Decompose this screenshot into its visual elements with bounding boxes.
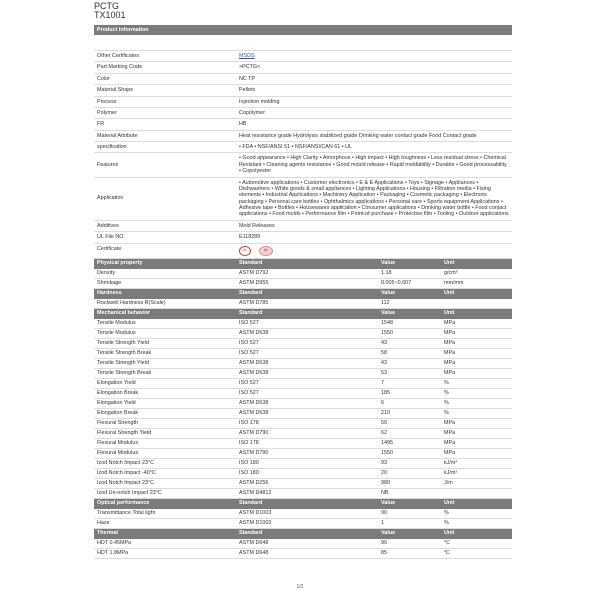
info-value	[236, 244, 512, 258]
info-row	[94, 74, 512, 85]
property-standard: ASTM D648	[239, 539, 269, 546]
property-unit: g/cm³	[444, 269, 458, 276]
property-value: 90	[381, 509, 387, 516]
property-name: Tensile Modulus	[97, 319, 136, 326]
property-value: 43	[381, 359, 387, 366]
property-name: Tensile Strength Break	[97, 349, 152, 356]
info-value: Pellets	[239, 87, 256, 94]
property-value: 62	[381, 429, 387, 436]
column-header-standard: Standard	[239, 500, 263, 507]
property-value: 53	[381, 369, 387, 376]
info-row	[94, 221, 512, 232]
property-standard: ASTM D790	[239, 449, 269, 456]
property-value: 1548	[381, 319, 393, 326]
info-value: • Automotive applications • Customer electronics • E & E Applications • Toys • Signage • Appliances • Dishwashers • White goods & small appliances • Lighting Applications • Housing • Filtration media • Fixing elements • Industrial Applications • Machinery Application • Packaging • Cosmetic packaging • Electronic packaging • Personal care bottles • Ophthalmics applications • Personal care • Sports equipment Applications • Adhesive tape • Bottles • Housewares application • Consumer applications • Drinking water bottle • Food contact applications • Food molds • Performance film • Point-of-purchase • Protective film • Tooling • Outdoor applications	[239, 179, 509, 218]
property-unit: %	[444, 509, 449, 516]
info-value: HB	[239, 121, 247, 128]
property-name: Shrinkage	[97, 279, 122, 286]
property-standard: ISO 527	[239, 339, 259, 346]
property-unit: °C	[444, 539, 451, 546]
info-row	[94, 178, 512, 221]
property-name: Izod Notch Impact 23°C	[97, 479, 154, 486]
property-standard: ASTM D648	[239, 549, 269, 556]
section-title: Product information	[97, 26, 149, 33]
column-header-value: Value	[381, 260, 396, 267]
info-key: Application	[97, 195, 124, 202]
property-value: 1550	[381, 449, 393, 456]
ul-certified-icon: UL	[259, 246, 273, 256]
property-unit: mm/mm	[444, 279, 464, 286]
info-key: Process	[97, 98, 117, 105]
property-value: 43	[381, 339, 387, 346]
property-name: Tensile Strength Yield	[97, 359, 149, 366]
property-standard: ASTM D256	[239, 479, 269, 486]
property-name: Haze	[97, 519, 110, 526]
property-value: 1.18	[381, 269, 392, 276]
info-row	[94, 62, 512, 73]
column-header-unit: Unit	[444, 290, 455, 297]
property-value: 1	[381, 519, 384, 526]
property-standard: ASTM D1003	[239, 509, 272, 516]
property-unit: %	[444, 399, 449, 406]
blank-row	[94, 35, 512, 51]
property-name: Izod Notch Impact 23°C	[97, 459, 154, 466]
property-name: Rockwell Hardness R(Scale)	[97, 299, 166, 306]
property-name: Tensile Strength Break	[97, 369, 152, 376]
info-row	[94, 131, 512, 142]
info-key: Other Certificates	[97, 53, 139, 59]
info-value: Mold Releases	[239, 222, 275, 229]
section-header-product-information	[94, 25, 512, 35]
info-value[interactable]: MSDS	[239, 53, 255, 59]
property-value: 7	[381, 379, 384, 386]
property-standard: ISO 527	[239, 349, 259, 356]
property-name: Izod Notch Impact -40°C	[97, 469, 156, 476]
document-header	[94, 2, 126, 20]
property-unit: MPa	[444, 329, 456, 336]
property-standard: ASTM D790	[239, 429, 269, 436]
property-name: Density	[97, 269, 115, 276]
product-info-table	[94, 51, 512, 259]
section-title: Physical property	[97, 260, 143, 267]
info-key: Color	[97, 75, 110, 82]
property-value: 210	[381, 409, 390, 416]
property-name: Elongation Yield	[97, 379, 136, 386]
property-unit: %	[444, 519, 449, 526]
section-title: Thermal	[97, 530, 118, 537]
property-unit: %	[444, 379, 449, 386]
info-value: Copolymer	[239, 109, 266, 116]
property-name: HDT 1.8MPa	[97, 549, 129, 556]
property-unit: MPa	[444, 439, 456, 446]
property-standard: ISO 180	[239, 459, 259, 466]
property-value: 20	[381, 469, 387, 476]
info-value: >PCTG<	[239, 64, 261, 71]
property-tables	[94, 259, 512, 559]
property-standard: ASTM D4812	[239, 489, 272, 496]
property-value: 0.005~0.007	[381, 279, 412, 286]
property-value: 6	[381, 399, 384, 406]
property-row	[94, 519, 512, 529]
property-unit: MPa	[444, 429, 456, 436]
property-value: 1550	[381, 329, 393, 336]
info-row	[94, 119, 512, 130]
info-row	[94, 51, 512, 62]
info-key: Material Shape	[97, 87, 134, 94]
info-value: Injection molding	[239, 98, 280, 105]
property-standard: ISO 527	[239, 319, 259, 326]
property-value: NB	[381, 489, 389, 496]
property-standard: ASTM D792	[239, 269, 269, 276]
column-header-standard: Standard	[239, 290, 263, 297]
property-value: 185	[381, 389, 390, 396]
info-row	[94, 244, 512, 259]
property-unit: MPa	[444, 449, 456, 456]
column-header-standard: Standard	[239, 260, 263, 267]
property-name: Flexural Strength	[97, 419, 139, 426]
property-unit: MPa	[444, 419, 456, 426]
info-row	[94, 85, 512, 96]
property-value: 1495	[381, 439, 393, 446]
info-key: specification	[97, 144, 127, 150]
property-name: Elongation Yield	[97, 399, 136, 406]
property-unit: MPa	[444, 359, 456, 366]
section-title: Hardness	[97, 290, 122, 297]
property-name: Tensile Modulus	[97, 329, 136, 336]
column-header-standard: Standard	[239, 530, 263, 537]
info-row	[94, 232, 512, 243]
page-number: 1/2	[296, 584, 304, 590]
info-key: FR	[97, 121, 105, 128]
property-standard: ISO 178	[239, 439, 259, 446]
certificate-logos	[239, 246, 509, 256]
datasheet	[94, 25, 512, 559]
property-row	[94, 489, 512, 499]
property-unit: kJ/m²	[444, 459, 458, 466]
info-key: Part Marking Code	[97, 64, 142, 71]
column-header-value: Value	[381, 530, 396, 537]
info-key: Additives	[97, 222, 119, 229]
property-standard: ASTM D638	[239, 359, 269, 366]
property-name: Transmittance Total light	[97, 509, 156, 516]
property-standard: ISO 527	[239, 379, 259, 386]
info-row	[94, 108, 512, 119]
property-name: HDT 0.45MPa	[97, 539, 132, 546]
property-row	[94, 549, 512, 559]
property-standard: ASTM D638	[239, 409, 269, 416]
property-name: Izod Un-notch Impact 23°C	[97, 489, 162, 496]
property-standard: ISO 178	[239, 419, 259, 426]
property-row	[94, 299, 512, 309]
property-name: Flexural Strength Yield	[97, 429, 152, 436]
property-standard: ISO 527	[239, 389, 259, 396]
property-value: 59	[381, 419, 387, 426]
property-name: Elongation Break	[97, 389, 139, 396]
property-unit: MPa	[444, 349, 456, 356]
info-key: Material Attribute	[97, 132, 138, 139]
info-key: Certificate	[97, 245, 122, 252]
property-unit: MPa	[444, 369, 456, 376]
info-key: UL File NO.	[97, 234, 125, 241]
property-name: Tensile Strength Yield	[97, 339, 149, 346]
property-value: 112	[381, 299, 390, 306]
property-standard: ASTM D638	[239, 369, 269, 376]
info-value: Heat resistance grade Hydrolysis stabilized grade Drinking water contact grade Food Contact grade	[239, 132, 477, 139]
column-header-value: Value	[381, 310, 396, 317]
column-header-value: Value	[381, 290, 396, 297]
info-row	[94, 97, 512, 108]
column-header-value: Value	[381, 500, 396, 507]
column-header-unit: Unit	[444, 310, 455, 317]
column-header-unit: Unit	[444, 260, 455, 267]
info-value: • Good appearance • High Clarity • Amorphous • High impact • High toughness • Less residual stress • Chemical Resistant • Cleaning agents resistance • Good mould release • Rapid moldability • Durable • Good processability • Copolyester	[239, 155, 507, 175]
info-value: • FDA • NSF/ANSI 51 • NSF/ANSI/CAN 61 • UL	[239, 144, 352, 150]
property-value: 93	[381, 459, 387, 466]
product-grade: TX1001	[94, 10, 126, 20]
property-standard: ASTM D638	[239, 399, 269, 406]
property-standard: ASTM D785	[239, 299, 269, 306]
property-row	[94, 279, 512, 289]
property-standard: ASTM D955	[239, 279, 269, 286]
info-key: Polymer	[97, 109, 117, 116]
property-name: Elongation Break	[97, 409, 139, 416]
column-header-unit: Unit	[444, 500, 455, 507]
property-unit: MPa	[444, 319, 456, 326]
ul-recognized-icon: UL	[239, 246, 251, 256]
property-value: 99	[381, 539, 387, 546]
product-family: PCTG	[94, 1, 120, 11]
info-value: E118289	[239, 234, 261, 241]
info-key: Features	[97, 161, 119, 168]
section-title: Mechanical behavior	[97, 310, 151, 317]
property-value: 58	[381, 349, 387, 356]
property-unit: MPa	[444, 339, 456, 346]
section-title: Optical performance	[97, 500, 150, 507]
column-header-unit: Unit	[444, 530, 455, 537]
property-name: Flexural Modulus	[97, 449, 139, 456]
info-row	[94, 153, 512, 177]
property-standard: ASTM D1003	[239, 519, 272, 526]
property-unit: J/m	[444, 479, 453, 486]
column-header-standard: Standard	[239, 310, 263, 317]
info-value: NC TP	[239, 75, 256, 82]
property-unit: °C	[444, 549, 451, 556]
property-name: Flexural Modulus	[97, 439, 139, 446]
property-unit: kJ/m²	[444, 469, 458, 476]
property-unit: %	[444, 409, 449, 416]
property-unit: %	[444, 389, 449, 396]
property-value: 85	[381, 549, 387, 556]
property-value: 980	[381, 479, 390, 486]
property-standard: ISO 180	[239, 469, 259, 476]
property-standard: ASTM D638	[239, 329, 269, 336]
info-row	[94, 142, 512, 153]
